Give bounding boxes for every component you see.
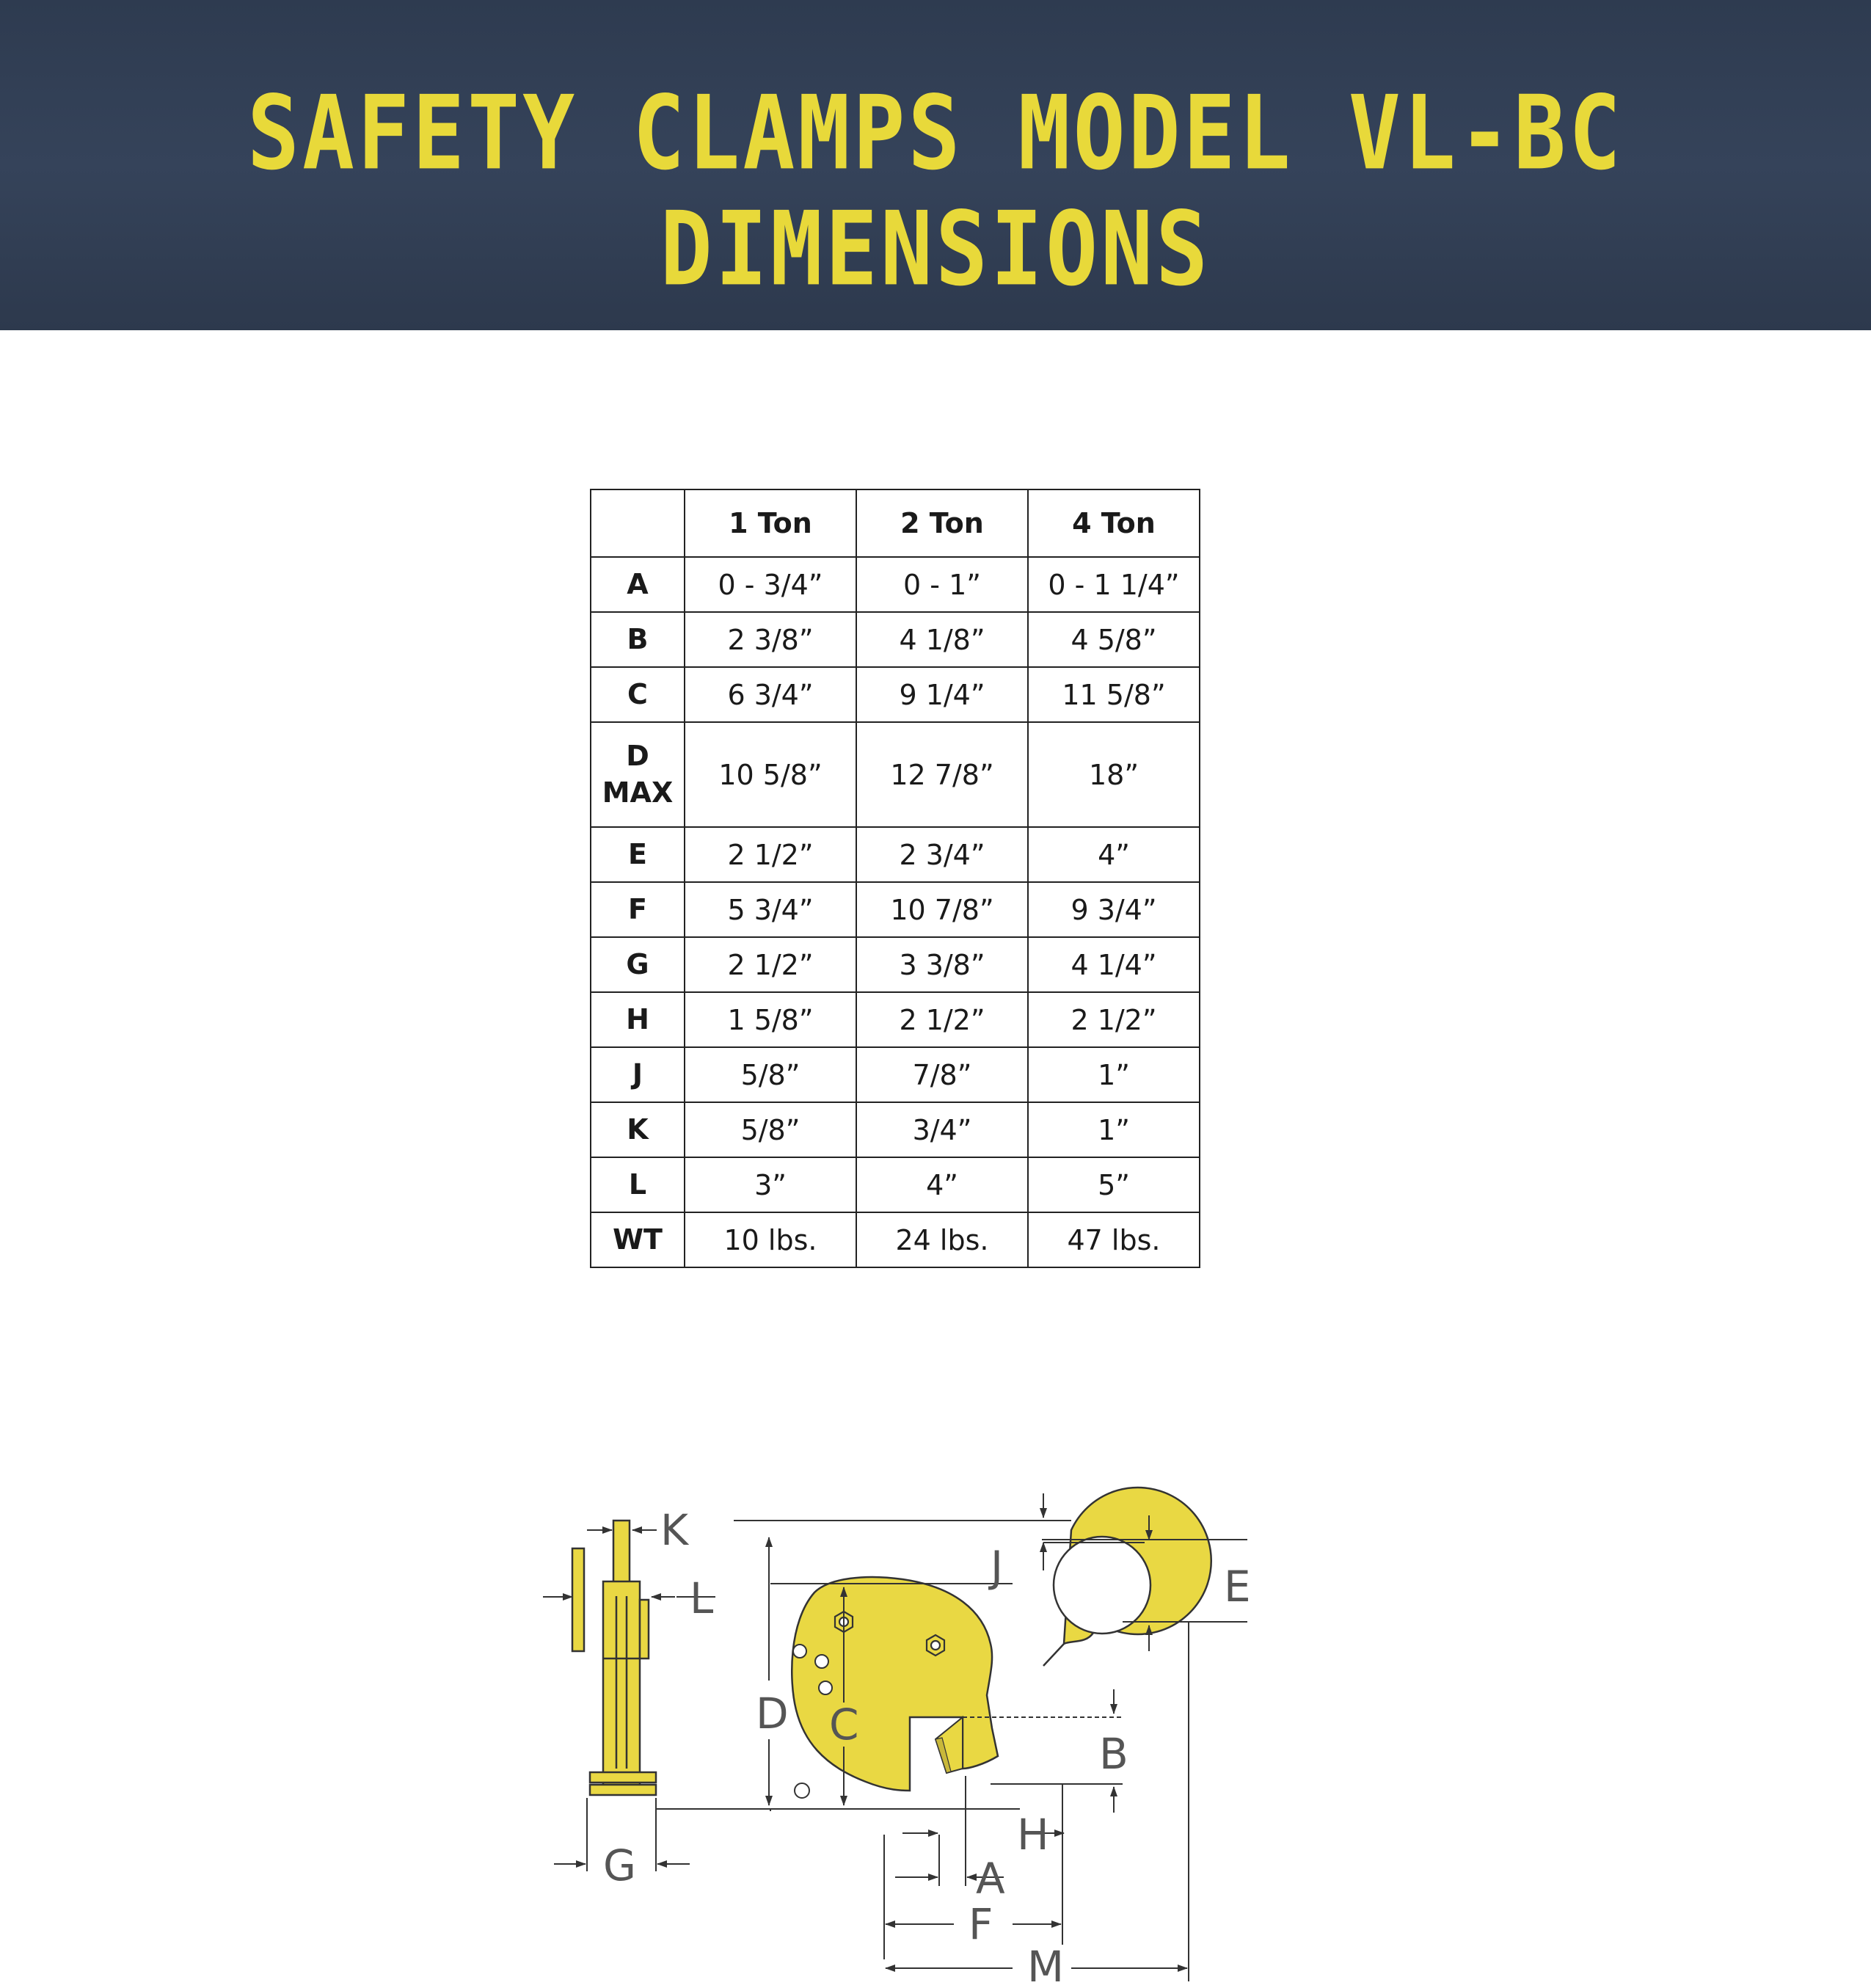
table-cell: 10 lbs. (685, 1212, 856, 1267)
table-cell: 47 lbs. (1028, 1212, 1200, 1267)
table-cell: 11 5/8” (1028, 667, 1200, 722)
table-cell: 10 5/8” (685, 722, 856, 827)
table-row (591, 557, 1200, 612)
column-header-4-ton: 4 Ton (1028, 489, 1200, 557)
table-cell: 6 3/4” (685, 667, 856, 722)
row-label-line-1: D (626, 740, 649, 773)
row-label: K (591, 1102, 685, 1157)
table-row (591, 937, 1200, 992)
table-row (591, 1212, 1200, 1267)
dimension-label-a: A (976, 1854, 1005, 1904)
table-cell: 9 1/4” (856, 667, 1028, 722)
table-cell: 4 5/8” (1028, 612, 1200, 667)
table-header-row (591, 489, 1200, 557)
table-row (591, 1102, 1200, 1157)
table-row (591, 722, 1200, 827)
table-cell: 5/8” (685, 1102, 856, 1157)
dimension-label-b: B (1099, 1729, 1128, 1779)
row-label: H (591, 992, 685, 1047)
page-title-line-2: DIMENSIONS (660, 189, 1211, 309)
dimensions-table (590, 489, 1200, 1268)
table-row (591, 1047, 1200, 1102)
table-row (591, 882, 1200, 937)
dimension-label-m: M (1027, 1942, 1065, 1981)
clamp-side-view (572, 1521, 656, 1795)
table-cell: 5/8” (685, 1047, 856, 1102)
table-cell: 3” (685, 1157, 856, 1212)
row-label: E (591, 827, 685, 882)
table-cell: 2 1/2” (685, 937, 856, 992)
table-cell: 3/4” (856, 1102, 1028, 1157)
table-cell: 4 1/8” (856, 612, 1028, 667)
dimension-label-l: L (690, 1573, 714, 1623)
row-label: J (591, 1047, 685, 1102)
row-label: A (591, 557, 685, 612)
table-cell: 4” (856, 1157, 1028, 1212)
page-header (0, 0, 1871, 330)
column-header-2-ton: 2 Ton (856, 489, 1028, 557)
table-cell: 12 7/8” (856, 722, 1028, 827)
table-row (591, 992, 1200, 1047)
row-label: L (591, 1157, 685, 1212)
clamp-dimension-diagram (514, 1475, 1321, 1981)
table-cell: 2 1/2” (685, 827, 856, 882)
dimension-label-j: J (991, 1542, 1004, 1592)
table-cell: 3 3/8” (856, 937, 1028, 992)
table-cell: 0 - 1 1/4” (1028, 557, 1200, 612)
dimension-label-f: F (969, 1899, 993, 1949)
table-cell: 2 3/8” (685, 612, 856, 667)
dimension-label-k: K (660, 1505, 689, 1555)
table-cell: 2 1/2” (856, 992, 1028, 1047)
row-label (591, 722, 685, 827)
row-label-line-2: MAX (602, 776, 674, 809)
table-cell: 1” (1028, 1102, 1200, 1157)
table-cell: 10 7/8” (856, 882, 1028, 937)
table-cell: 4” (1028, 827, 1200, 882)
table-cell: 1 5/8” (685, 992, 856, 1047)
table-cell: 4 1/4” (1028, 937, 1200, 992)
dimension-label-g: G (603, 1840, 636, 1890)
table-row (591, 827, 1200, 882)
table-row (591, 667, 1200, 722)
table-cell: 0 - 1” (856, 557, 1028, 612)
table-cell: 5 3/4” (685, 882, 856, 937)
row-label: B (591, 612, 685, 667)
table-cell: 2 1/2” (1028, 992, 1200, 1047)
table-cell: 5” (1028, 1157, 1200, 1212)
page-title-line-1: SAFETY CLAMPS MODEL VL-BC (247, 73, 1624, 193)
dimension-label-d: D (756, 1689, 789, 1738)
table-row (591, 612, 1200, 667)
column-header-blank (591, 489, 685, 557)
dimension-label-c: C (829, 1700, 859, 1749)
dimension-label-e: E (1224, 1562, 1251, 1612)
dimension-label-h: H (1017, 1810, 1049, 1860)
column-header-1-ton: 1 Ton (685, 489, 856, 557)
row-label: F (591, 882, 685, 937)
table-cell: 2 3/4” (856, 827, 1028, 882)
row-label: C (591, 667, 685, 722)
table-cell: 18” (1028, 722, 1200, 827)
table-cell: 0 - 3/4” (685, 557, 856, 612)
row-label: G (591, 937, 685, 992)
table-cell: 7/8” (856, 1047, 1028, 1102)
table-cell: 1” (1028, 1047, 1200, 1102)
table-row (591, 1157, 1200, 1212)
row-label: WT (591, 1212, 685, 1267)
table-cell: 9 3/4” (1028, 882, 1200, 937)
table-cell: 24 lbs. (856, 1212, 1028, 1267)
